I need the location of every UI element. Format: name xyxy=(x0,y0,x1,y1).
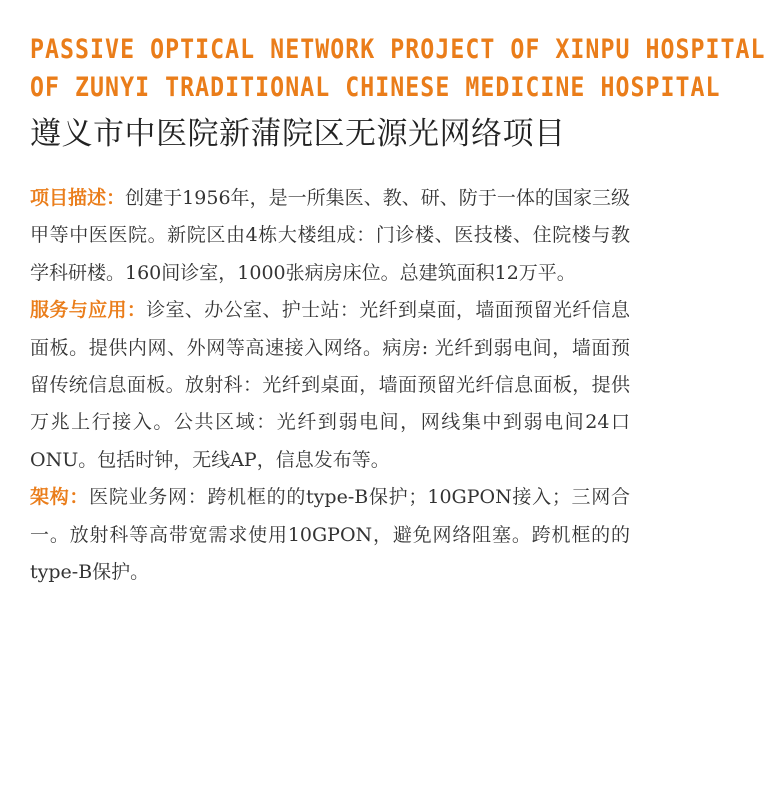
architecture-paragraph xyxy=(30,479,630,591)
overview-text: 创建于1956年，是一所集医、教、研、防于一体的国家三级甲等中医医院。新院区由4栋大楼组成：门诊楼、医技楼、住院楼与教学科研楼。160间诊室，1000张病房床位。总建筑面积12万平。 xyxy=(30,187,630,284)
english-title-line-1: PASSIVE OPTICAL NETWORK PROJECT OF XINPU HOSPITAL xyxy=(30,34,766,65)
architecture-label: 架构： xyxy=(30,486,90,509)
service-paragraph xyxy=(30,292,630,479)
project-page xyxy=(30,34,766,591)
overview-paragraph xyxy=(30,180,630,292)
english-title xyxy=(30,34,766,110)
english-title-line-2: OF ZUNYI TRADITIONAL CHINESE MEDICINE HOSPITAL xyxy=(30,72,721,103)
service-label: 服务与应用： xyxy=(30,299,147,322)
chinese-title: 遵义市中医院新蒲院区无源光网络项目 xyxy=(30,116,566,152)
service-text: 诊室、办公室、护士站：光纤到桌面，墙面预留光纤信息面板。提供内网、外网等高速接入网络。病房: 光纤到弱电间，墙面预留传统信息面板。放射科：光纤到桌面，墙面预留光纤信息面板，提供万兆上行接入。公共区域：光纤到弱电间，网线集中到弱电间24口ONU。包括时钟，无线AP，信息发布等。 xyxy=(30,299,630,471)
overview-label: 项目描述： xyxy=(30,187,126,209)
architecture-text: 医院业务网：跨机框的的type-B保护；10GPON接入；三网合一。放射科等高带宽需求使用10GPON，避免网络阻塞。跨机框的的type-B保护。 xyxy=(30,486,630,584)
